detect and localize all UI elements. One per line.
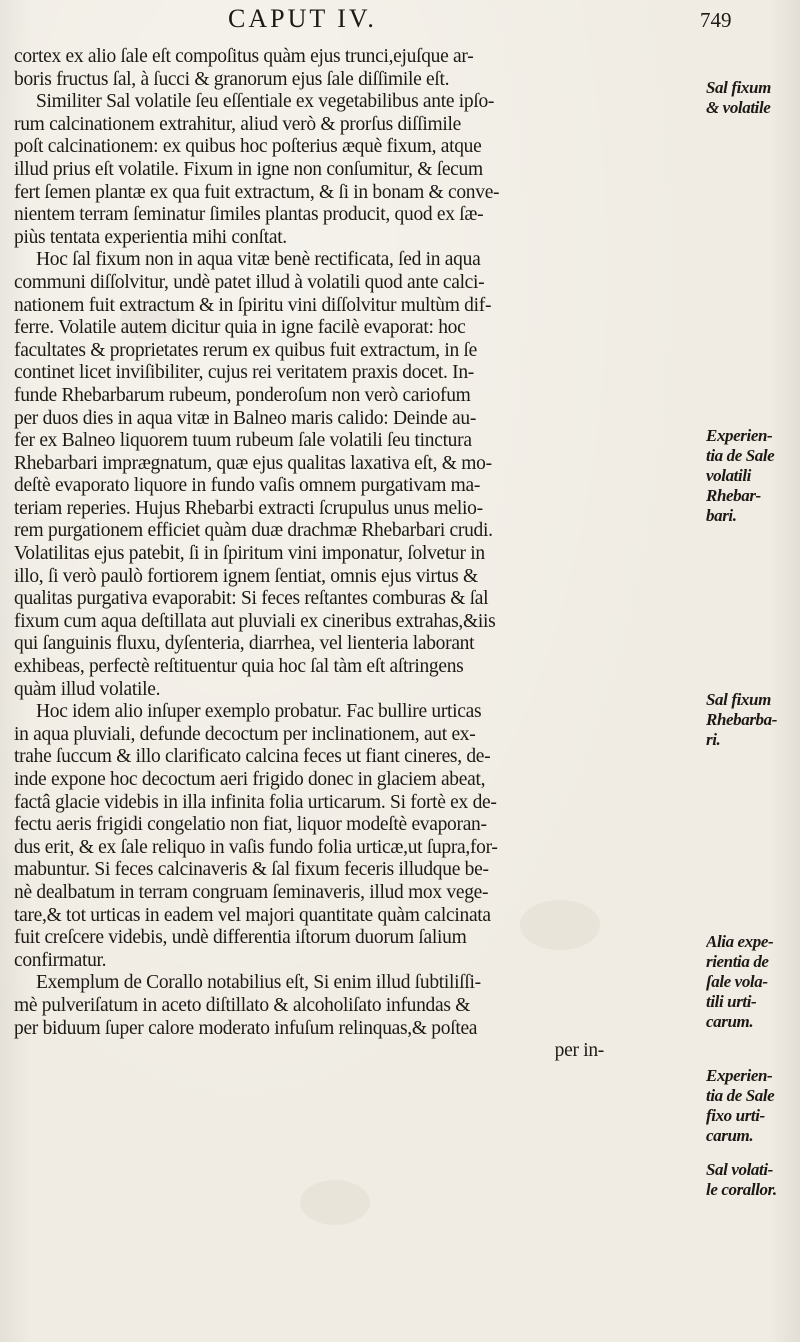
- margin-note: [706, 690, 800, 750]
- margin-note-line: Alia expe-: [706, 932, 774, 951]
- text-line: fectu aeris frigidi congelatio non fiat, liquor modeſtè evaporan-: [14, 814, 487, 836]
- margin-note-line: Experien-: [706, 426, 773, 445]
- page-header: [0, 4, 800, 36]
- text-line: cortex ex alio ſale eſt compoſitus quàm ejus trunci,ejuſque ar-: [14, 46, 474, 67]
- margin-note-line: & volatile: [706, 98, 771, 117]
- text-line: mè pulveriſatum in aceto diſtillato & alcoholiſato infundas &: [14, 994, 471, 1016]
- text-line: Hoc idem alio inſuper exemplo probatur. Fac bullire urticas: [36, 701, 482, 723]
- margin-note-line: carum.: [706, 1012, 754, 1031]
- text-line: ferre. Volatile autem dicitur quia in igne facilè evaporat: hoc: [14, 317, 466, 339]
- catchword: per in-: [554, 1040, 604, 1062]
- margin-note-line: tia de Sale: [706, 446, 775, 465]
- text-line: trahe ſuccum & illo clarificato calcina feces ut fiant cineres, de-: [14, 746, 491, 768]
- margin-note-line: tili urti-: [706, 992, 757, 1011]
- margin-note-line: Sal fixum: [706, 690, 771, 709]
- margin-note: [706, 932, 800, 1032]
- margin-note-line: bari.: [706, 506, 737, 525]
- text-line: piùs tentata experientia mihi conſtat.: [14, 226, 287, 248]
- margin-note: [706, 1160, 800, 1200]
- text-line: mabuntur. Si feces calcinaveris & ſal fixum feceris illudque be-: [14, 859, 489, 881]
- margin-note: [706, 78, 800, 118]
- text-line: funde Rhebarbarum rubeum, ponderoſum non verò cariofum: [14, 384, 471, 406]
- text-line: tare,& tot urticas in eadem vel majori quantitate quàm calcinata: [14, 904, 491, 926]
- margin-note-line: tia de Sale: [706, 1086, 775, 1105]
- text-line: fer ex Balneo liquorem tuum rubeum ſale volatili ſeu tinctura: [14, 430, 472, 452]
- text-line: Rhebarbari imprægnatum, quæ ejus qualitas laxativa eſt, & mo-: [14, 452, 492, 474]
- text-line: qualitas purgativa evaporabit: Si feces reſtantes comburas & ſal: [14, 588, 489, 610]
- margin-note-line: Rhebarba-: [706, 710, 778, 729]
- margin-note: [706, 1066, 800, 1146]
- margin-note-line: le corallor.: [706, 1180, 777, 1199]
- text-line: poſt calcinationem: ex quibus hoc poſterius æquè fixum, atque: [14, 136, 482, 158]
- text-line: per duos dies in aqua vitæ in Balneo maris calido: Deinde au-: [14, 407, 477, 429]
- margin-note-line: volatili: [706, 466, 751, 485]
- paper-stain: [300, 1180, 370, 1225]
- page-number: 749: [700, 8, 732, 32]
- margin-note-line: ſale vola-: [706, 972, 768, 991]
- text-line: boris fructus ſal, à ſucci & granorum ejus ſale diſſimile eſt.: [14, 68, 450, 90]
- text-line: Similiter Sal volatile ſeu eſſentiale ex vegetabilibus ante ipſo-: [36, 91, 495, 113]
- text-line: teriam reperies. Hujus Rhebarbi extracti ſcrupulus unus melio-: [14, 497, 483, 519]
- text-line: illud prius eſt volatile. Fixum in igne non conſumitur, & ſecum: [14, 158, 483, 180]
- margin-note-line: Sal volati-: [706, 1160, 773, 1179]
- text-line: factâ glacie videbis in illa infinita folia urticarum. Si fortè ex de-: [14, 791, 497, 813]
- text-line: Hoc ſal fixum non in aqua vitæ benè rectificata, ſed in aqua: [36, 249, 481, 271]
- body-text: [14, 46, 704, 1063]
- text-line: Exemplum de Corallo notabilius eſt, Si enim illud ſubtiliſſi-: [36, 972, 481, 994]
- margin-note-line: Sal fixum: [706, 78, 771, 97]
- text-line: nationem fuit extractum & in ſpiritu vini diſſolvitur multùm dif-: [14, 294, 492, 316]
- margin-note: [706, 426, 800, 526]
- text-line: fixum cum aqua deſtillata aut pluviali ex cineribus extrahas,&iis: [14, 610, 496, 632]
- text-line: dus erit, & ex ſale reliquo in vaſis fundo folia urticæ,ut ſupra,for-: [14, 836, 498, 858]
- text-line: deſtè evaporato liquore in fundo vaſis omnem purgativam ma-: [14, 475, 481, 497]
- text-line: inde expone hoc decoctum aeri frigido donec in glaciem abeat,: [14, 769, 486, 790]
- margin-note-line: fixo urti-: [706, 1106, 765, 1125]
- text-line: quàm illud volatile.: [14, 678, 161, 700]
- text-line: nè dealbatum in terram congruam ſeminaveris, illud mox vege-: [14, 881, 489, 903]
- margin-note-line: Rhebar-: [706, 486, 761, 505]
- text-line: fuit creſcere videbis, undè differentia iſtorum duorum ſalium: [14, 927, 467, 949]
- margin-note-line: carum.: [706, 1126, 754, 1145]
- margin-note-line: rientia de: [706, 952, 769, 971]
- text-line: per biduum ſuper calore moderato infuſum relinquas,& poſtea: [14, 1017, 478, 1039]
- text-line: exhibeas, perfectè reſtituentur quia hoc ſal tàm eſt aſtringens: [14, 656, 464, 678]
- text-line: Volatilitas ejus patebit, ſi in ſpiritum vini imponatur, ſolvetur in: [14, 543, 485, 565]
- text-line: illo, ſi verò paulò fortiorem ignem ſentiat, omnis ejus virtus &: [14, 565, 478, 587]
- text-line: confirmatur.: [14, 949, 107, 971]
- margin-note-line: Experien-: [706, 1066, 773, 1085]
- text-line: in aqua pluviali, defunde decoctum per inclinationem, aut ex-: [14, 723, 476, 745]
- text-line: qui ſanguinis fluxu, dyſenteria, diarrhea, vel lienteria laborant: [14, 633, 475, 655]
- margin-note-line: ri.: [706, 730, 721, 749]
- text-line: communi diſſolvitur, undè patet illud à volatili quod ante calci-: [14, 271, 485, 293]
- text-line: facultates & proprietates rerum ex quibus fuit extractum, in ſe: [14, 339, 478, 361]
- text-line: fert ſemen plantæ ex qua fuit extractum, & ſi in bonam & conve-: [14, 181, 500, 203]
- text-line: rum calcinationem extrahitur, aliud verò & prorſus diſſimile: [14, 113, 461, 135]
- text-line: nientem terram ſeminatur ſimiles plantas producit, quod ex ſæ-: [14, 204, 484, 226]
- running-head: CAPUT IV.: [228, 4, 377, 33]
- text-line: continet licet inviſibiliter, cujus rei veritatem praxis docet. In-: [14, 362, 474, 384]
- text-line: rem purgationem efficiet quàm duæ drachmæ Rhebarbari crudi.: [14, 520, 493, 542]
